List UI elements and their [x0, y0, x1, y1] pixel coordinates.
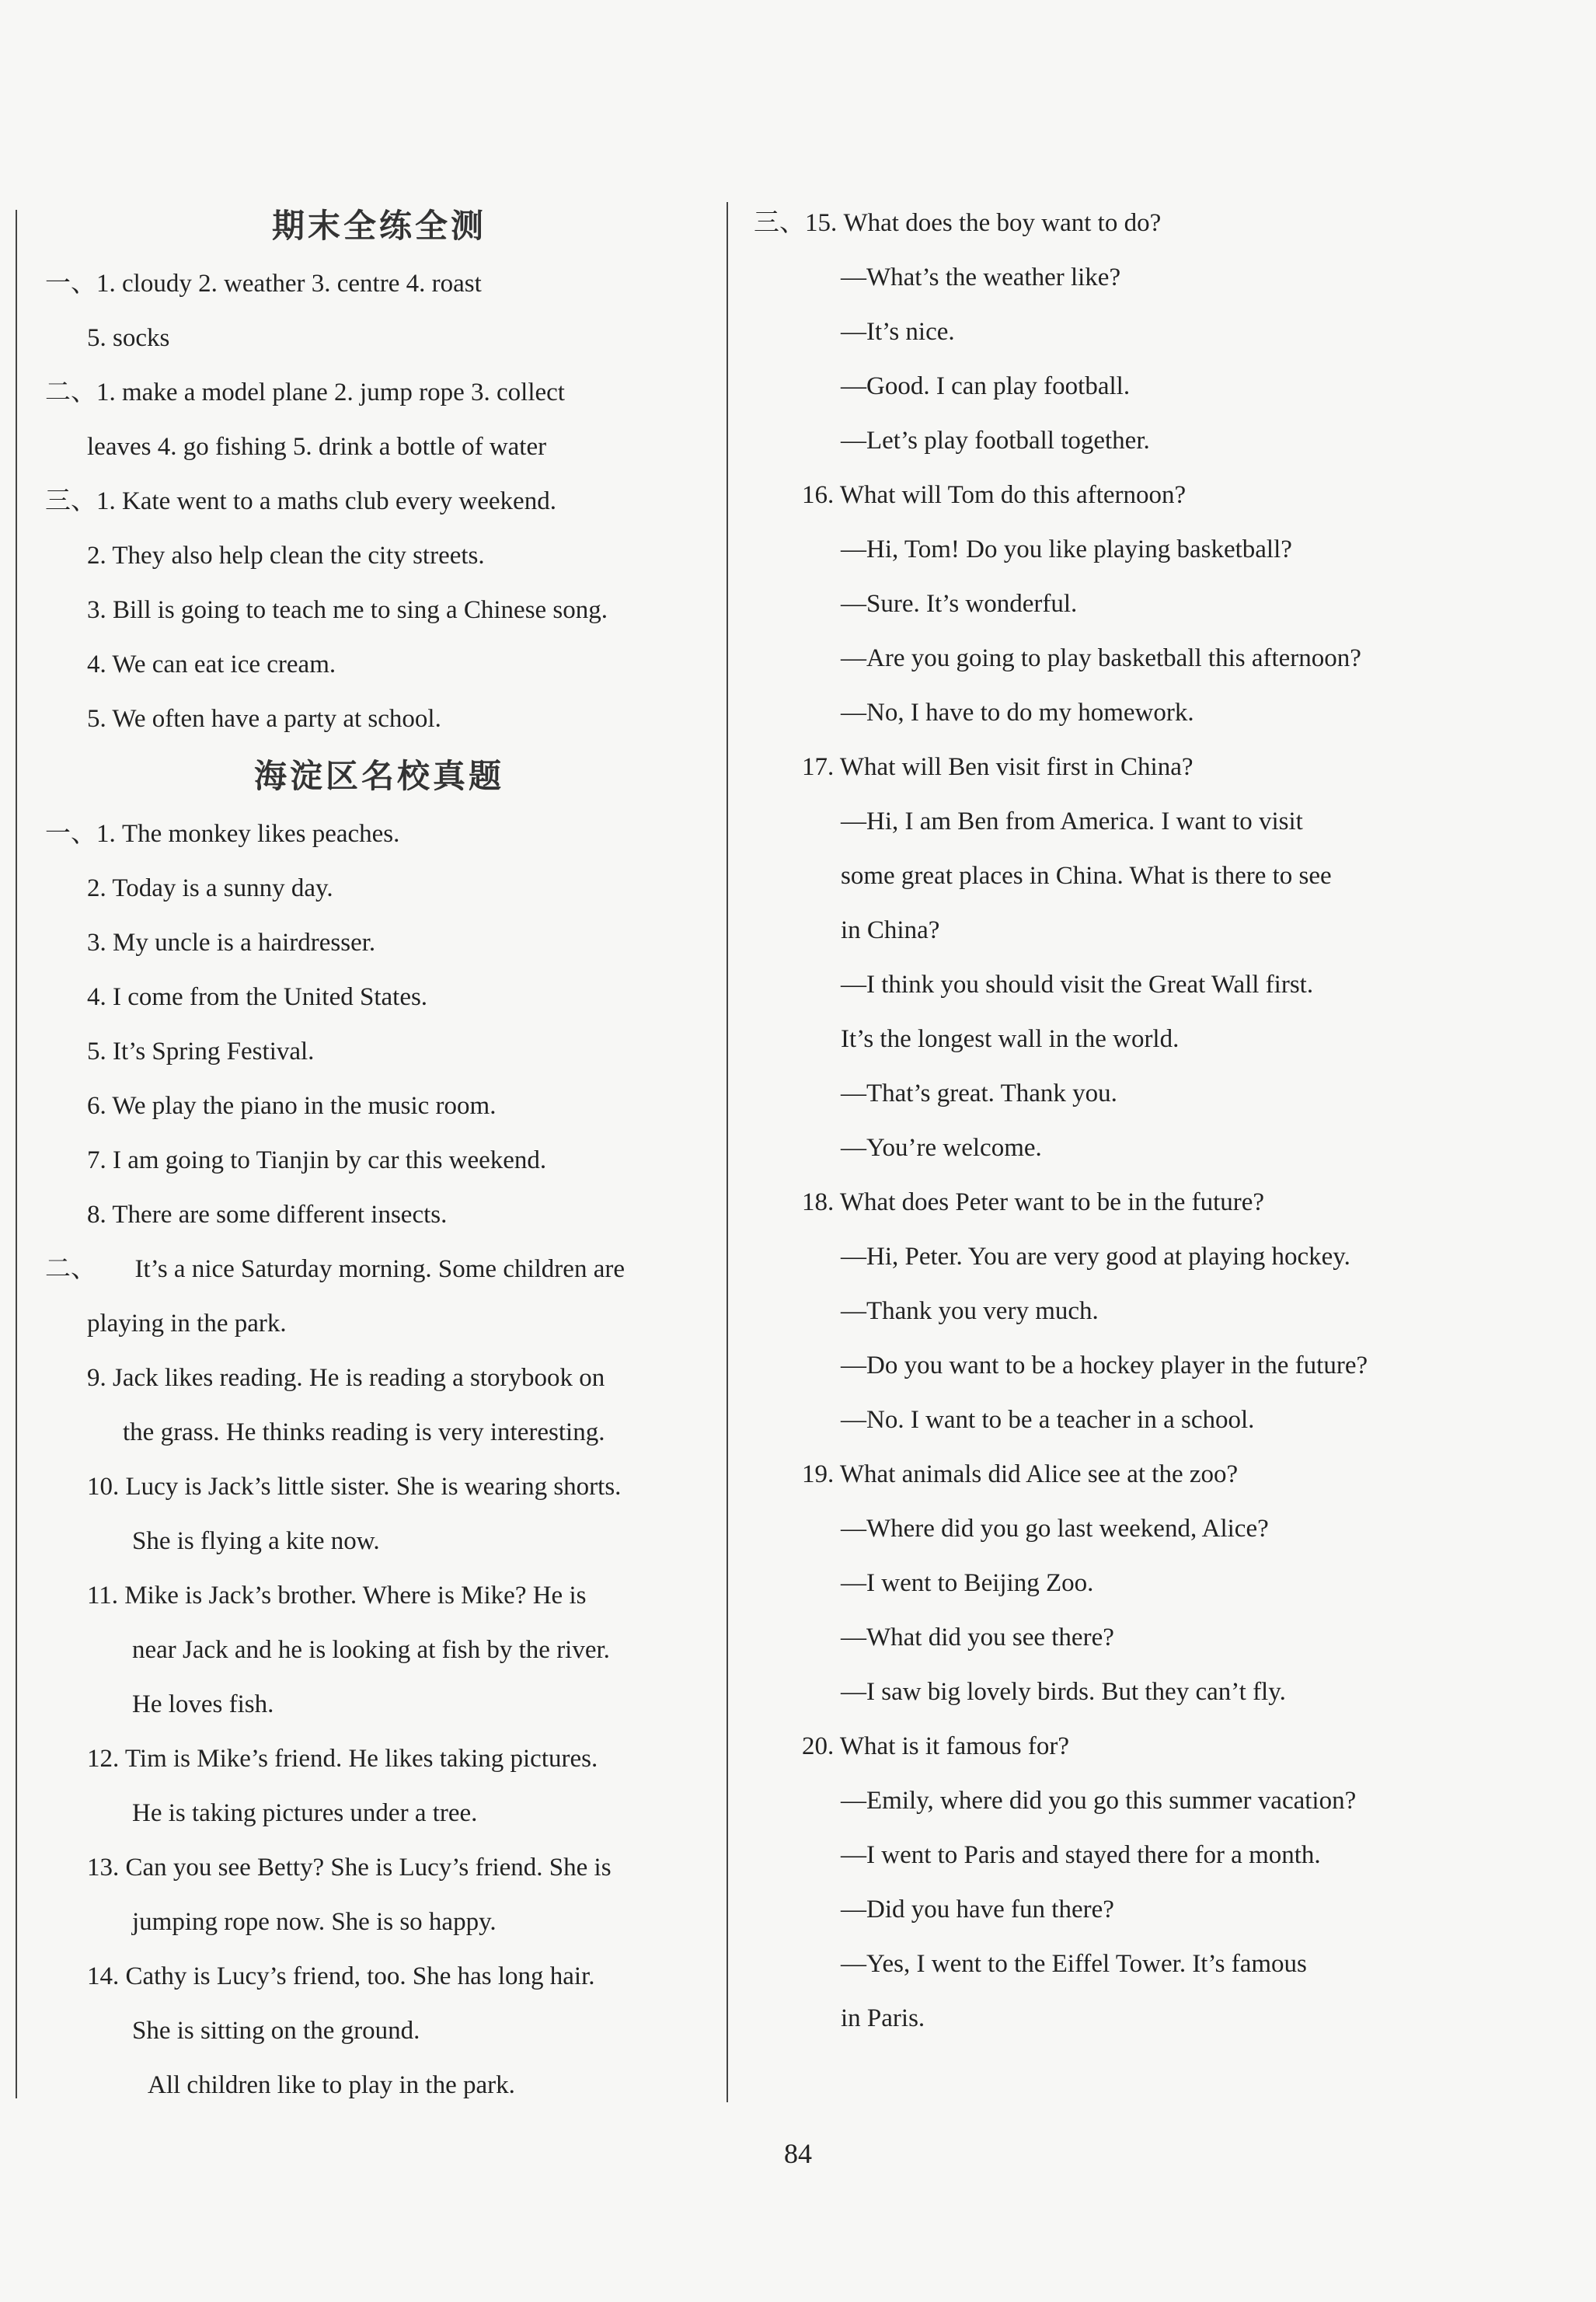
answer-line: 4. We can eat ice cream. — [87, 650, 336, 678]
answer-line: some great places in China. What is there to see — [841, 862, 1332, 890]
answer-line: jumping rope now. She is so happy. — [132, 1908, 497, 1936]
answer-line: 一、1. cloudy 2. weather 3. centre 4. roast — [45, 270, 482, 298]
answer-line: 14. Cathy is Lucy’s friend, too. She has long hair. — [87, 1962, 595, 1990]
answer-line: 二、 It’s a nice Saturday morning. Some children are — [45, 1255, 625, 1283]
answer-line: —That’s great. Thank you. — [841, 1079, 1117, 1107]
answer-line: —No, I have to do my homework. — [841, 699, 1194, 727]
answer-line: in China? — [841, 916, 940, 944]
answer-line: —I saw big lovely birds. But they can’t fly. — [841, 1678, 1286, 1706]
answer-line: —Do you want to be a hockey player in the future? — [841, 1352, 1368, 1379]
answer-line: 6. We play the piano in the music room. — [87, 1092, 497, 1120]
answer-line: —I think you should visit the Great Wall first. — [841, 971, 1314, 999]
answer-line: She is sitting on the ground. — [132, 2017, 420, 2045]
answer-line: —I went to Beijing Zoo. — [841, 1569, 1094, 1597]
answer-line: —What did you see there? — [841, 1624, 1114, 1652]
section-heading-haidian: 海淀区名校真题 — [253, 757, 504, 795]
answer-line: 10. Lucy is Jack’s little sister. She is wearing shorts. — [87, 1473, 622, 1501]
answer-line: —Did you have fun there? — [841, 1896, 1114, 1924]
section-heading-final-test: 期末全练全测 — [271, 207, 486, 245]
answer-line: —Hi, Tom! Do you like playing basketball? — [841, 535, 1292, 563]
answer-line: —Are you going to play basketball this afternoon? — [841, 644, 1361, 672]
answer-line: 3. My uncle is a hairdresser. — [87, 929, 376, 957]
answer-line: 16. What will Tom do this afternoon? — [802, 481, 1187, 509]
answer-line: 5. It’s Spring Festival. — [87, 1038, 315, 1066]
answer-line: 17. What will Ben visit first in China? — [802, 753, 1194, 781]
answer-line: 19. What animals did Alice see at the zoo? — [802, 1460, 1239, 1488]
answer-line: —Good. I can play football. — [841, 372, 1131, 400]
answer-line: 18. What does Peter want to be in the future? — [802, 1188, 1265, 1216]
left-column — [45, 196, 713, 2112]
answer-line: 2. They also help clean the city streets. — [87, 542, 485, 570]
answer-line: —Yes, I went to the Eiffel Tower. It’s famous — [841, 1950, 1307, 1978]
answer-line: 三、15. What does the boy want to do? — [754, 209, 1162, 237]
answer-line: —Where did you go last weekend, Alice? — [841, 1515, 1269, 1543]
answer-line: 4. I come from the United States. — [87, 983, 428, 1011]
answer-line: She is flying a kite now. — [132, 1527, 380, 1555]
answer-line: 二、1. make a model plane 2. jump rope 3. collect — [45, 378, 565, 406]
answer-line: 8. There are some different insects. — [87, 1201, 448, 1229]
answer-line: All children like to play in the park. — [148, 2071, 515, 2099]
answer-line: —I went to Paris and stayed there for a month. — [841, 1841, 1321, 1869]
answer-line: He loves fish. — [132, 1690, 274, 1718]
answer-line: 12. Tim is Mike’s friend. He likes taking pictures. — [87, 1745, 598, 1773]
answer-line: 20. What is it famous for? — [802, 1732, 1069, 1760]
answer-line: 一、1. The monkey likes peaches. — [45, 820, 400, 848]
answer-line: in Paris. — [841, 2004, 925, 2032]
answer-line: —Thank you very much. — [841, 1297, 1099, 1325]
right-column — [754, 196, 1437, 2046]
answer-line: He is taking pictures under a tree. — [132, 1799, 478, 1827]
column-divider — [727, 202, 728, 2102]
answer-line: the grass. He thinks reading is very interesting. — [123, 1418, 605, 1446]
page-number: 84 — [784, 2138, 812, 2169]
answer-line: 5. We often have a party at school. — [87, 705, 441, 733]
answer-line: 13. Can you see Betty? She is Lucy’s friend. She is — [87, 1854, 612, 1882]
answer-line: —It’s nice. — [841, 318, 955, 346]
answer-line: 5. socks — [87, 324, 170, 352]
answer-line: —Emily, where did you go this summer vacation? — [841, 1787, 1357, 1815]
answer-line: —Sure. It’s wonderful. — [841, 590, 1078, 618]
answer-line: —Hi, Peter. You are very good at playing hockey. — [841, 1243, 1350, 1271]
answer-line: playing in the park. — [87, 1310, 287, 1338]
left-margin-rule — [16, 210, 17, 2098]
answer-line: —Let’s play football together. — [841, 427, 1150, 455]
answer-line: 11. Mike is Jack’s brother. Where is Mike? He is — [87, 1582, 587, 1610]
answer-line: —Hi, I am Ben from America. I want to visit — [841, 807, 1303, 835]
answer-line: It’s the longest wall in the world. — [841, 1025, 1180, 1053]
answer-line: —You’re welcome. — [841, 1134, 1042, 1162]
answer-line: leaves 4. go fishing 5. drink a bottle of water — [87, 433, 547, 461]
answer-line: 9. Jack likes reading. He is reading a storybook on — [87, 1364, 605, 1392]
answer-line: 3. Bill is going to teach me to sing a Chinese song. — [87, 596, 608, 624]
answer-line: 2. Today is a sunny day. — [87, 874, 333, 902]
answer-line: —What’s the weather like? — [841, 263, 1121, 291]
answer-line: 7. I am going to Tianjin by car this weekend. — [87, 1146, 547, 1174]
answer-line: near Jack and he is looking at fish by the river. — [132, 1636, 610, 1664]
answer-line: 三、1. Kate went to a maths club every weekend. — [45, 487, 556, 515]
answer-line: —No. I want to be a teacher in a school. — [841, 1406, 1255, 1434]
